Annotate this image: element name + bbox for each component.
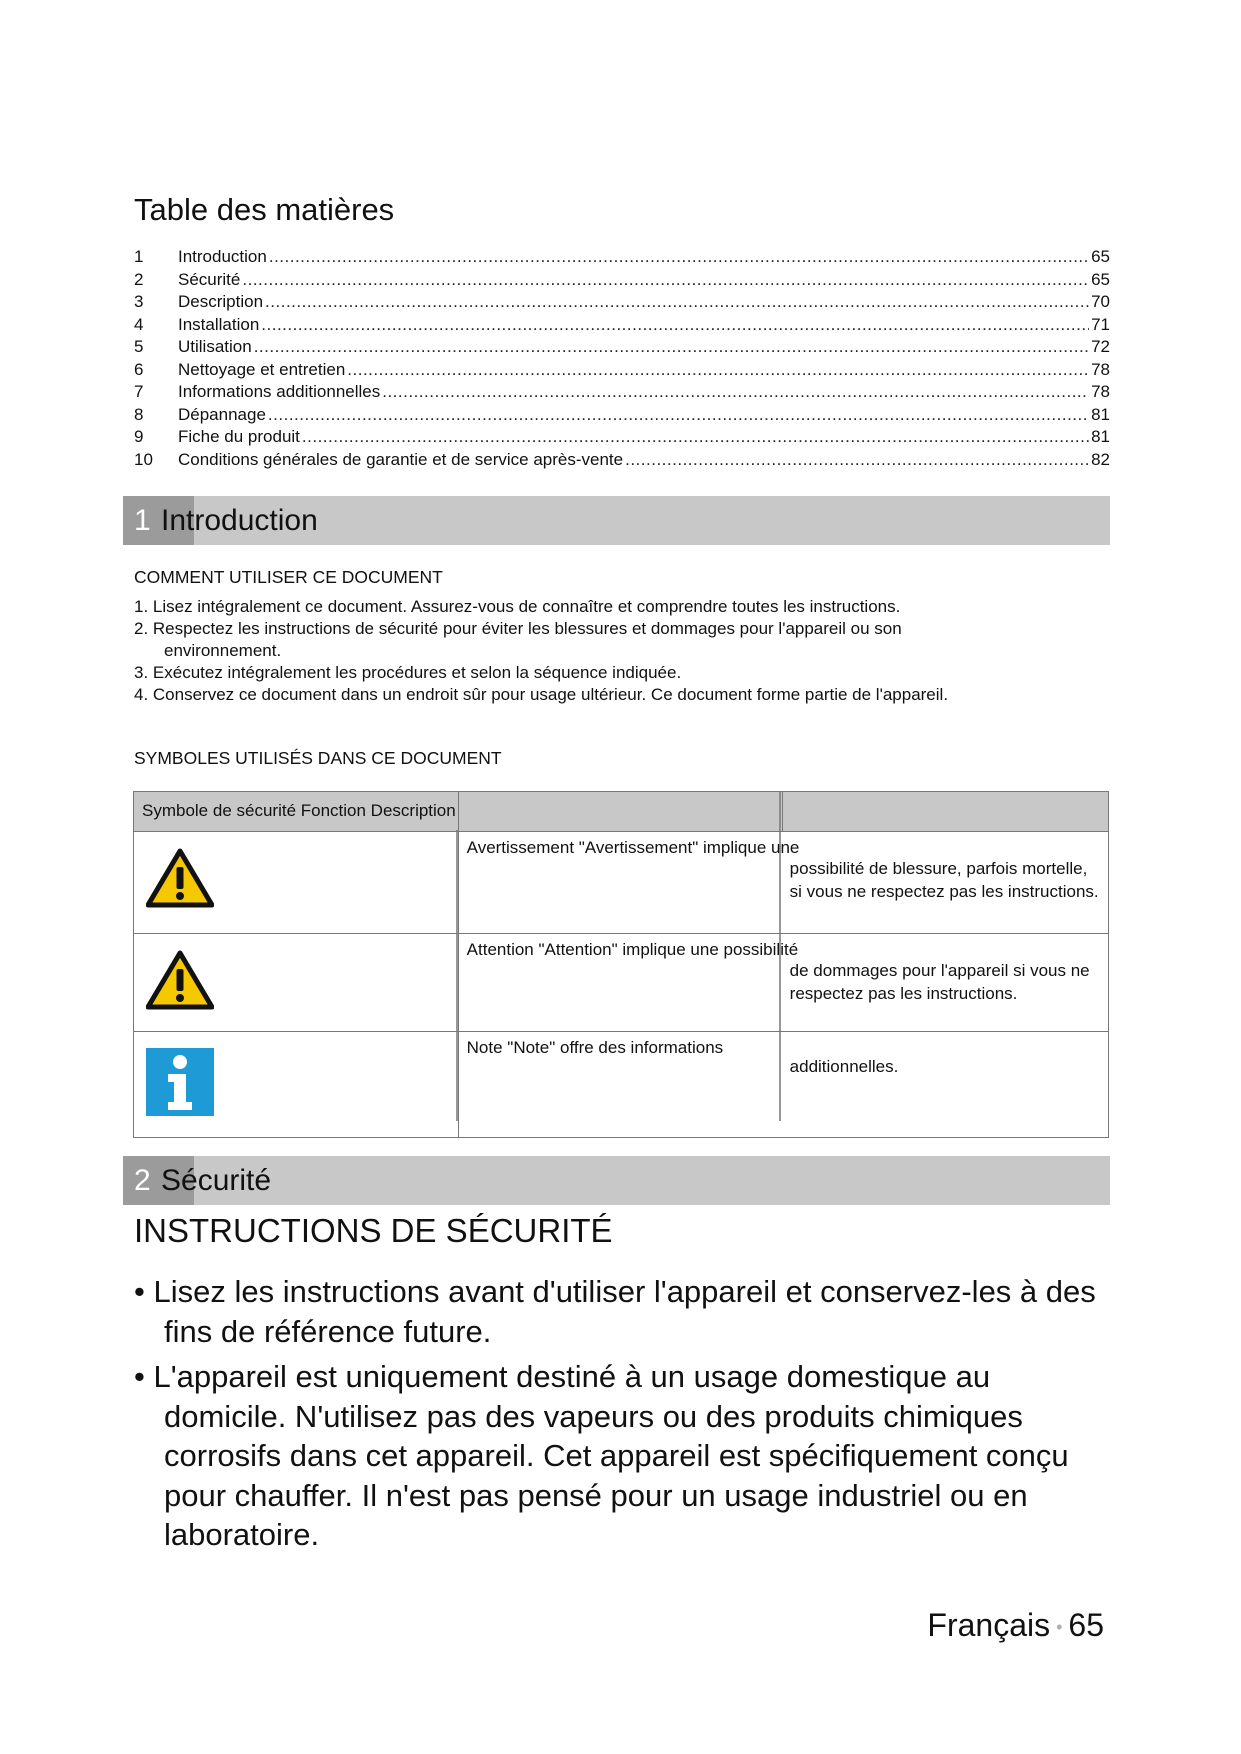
toc-number: 2 bbox=[134, 269, 144, 289]
toc-title: Table des matières bbox=[134, 192, 395, 227]
footer-page-number: 65 bbox=[1068, 1607, 1104, 1643]
toc-page-number: 72 bbox=[1091, 337, 1110, 356]
page-footer bbox=[927, 1607, 1104, 1644]
section-title: Introduction bbox=[161, 504, 318, 537]
toc-number: 4 bbox=[134, 314, 144, 334]
description-lead: Avertissement "Avertissement" implique une bbox=[466, 838, 800, 857]
toc-entry[interactable] bbox=[134, 315, 1110, 338]
toc-entry[interactable] bbox=[134, 382, 1110, 405]
toc-number: 1 bbox=[134, 247, 144, 266]
toc-leader-dots bbox=[261, 315, 1089, 335]
usage-steps bbox=[134, 596, 1114, 706]
toc-entry[interactable] bbox=[134, 360, 1110, 383]
footer-separator: • bbox=[1056, 1617, 1063, 1638]
toc-label: Utilisation bbox=[178, 337, 252, 356]
list-item bbox=[134, 684, 1114, 706]
toc-label: Installation bbox=[178, 314, 260, 334]
symbols-heading: SYMBOLES UTILISÉS DANS CE DOCUMENT bbox=[134, 748, 502, 768]
list-item bbox=[134, 662, 1114, 684]
step-text: 3. Exécutez intégralement les procédures et selon la séquence indiquée. bbox=[134, 663, 682, 682]
safety-instructions-list bbox=[134, 1272, 1114, 1561]
toc-leader-dots bbox=[625, 450, 1089, 470]
toc-entry[interactable] bbox=[134, 450, 1110, 473]
toc-page-number: 78 bbox=[1091, 359, 1110, 379]
toc-leader-dots bbox=[269, 247, 1089, 267]
toc-label: Informations additionnelles bbox=[178, 382, 381, 401]
toc-page-number: 81 bbox=[1091, 404, 1110, 424]
toc-entry[interactable] bbox=[134, 247, 1110, 270]
section-number: 2 bbox=[134, 1164, 151, 1197]
description-lead: Note "Note" offre des informations bbox=[466, 1038, 724, 1057]
toc-page-number: 82 bbox=[1091, 449, 1110, 469]
toc-entry[interactable] bbox=[134, 427, 1110, 450]
toc-page-number: 65 bbox=[1091, 269, 1110, 289]
step-continuation: environnement. bbox=[164, 641, 282, 660]
how-to-use-heading: COMMENT UTILISER CE DOCUMENT bbox=[134, 567, 443, 587]
table-of-contents bbox=[134, 247, 1110, 472]
toc-page-number: 78 bbox=[1091, 382, 1110, 401]
toc-number: 3 bbox=[134, 292, 144, 311]
table-header-text: Symbole de sécurité Fonction Description bbox=[142, 801, 456, 820]
toc-entry[interactable] bbox=[134, 337, 1110, 360]
toc-entry[interactable] bbox=[134, 405, 1110, 428]
toc-page-number: 70 bbox=[1091, 292, 1110, 311]
list-item: • Lisez les instructions avant d'utiliser l'appareil et conservez-les à des fins de référence future. bbox=[134, 1274, 1096, 1349]
footer-language: Français bbox=[927, 1607, 1051, 1643]
toc-number: 7 bbox=[134, 382, 144, 401]
toc-label: Description bbox=[178, 292, 264, 311]
section-heading-introduction bbox=[123, 496, 1110, 545]
toc-label: Fiche du produit bbox=[178, 427, 300, 446]
section-title: Sécurité bbox=[161, 1164, 272, 1197]
section-heading-securite bbox=[123, 1156, 1110, 1205]
toc-number: 8 bbox=[134, 404, 144, 424]
toc-entry[interactable] bbox=[134, 292, 1110, 315]
toc-number: 5 bbox=[134, 337, 144, 356]
toc-page-number: 65 bbox=[1091, 247, 1110, 266]
list-item: • L'appareil est uniquement destiné à un usage domestique au domicile. N'utilisez pas des vapeurs ou des produits chimiques corrosifs dans cet appareil. Cet appareil est spécifiquement conçu pour chauffer. Il n'est pas pensé pour un usage industriel ou en laboratoire. bbox=[134, 1359, 1069, 1552]
toc-label: Sécurité bbox=[178, 269, 241, 289]
toc-page-number: 81 bbox=[1091, 427, 1110, 446]
list-item bbox=[134, 596, 1114, 618]
toc-label: Dépannage bbox=[178, 404, 266, 424]
table-column-divider bbox=[133, 791, 1110, 1121]
toc-label: Introduction bbox=[178, 247, 267, 266]
toc-entry[interactable] bbox=[134, 270, 1110, 293]
toc-leader-dots bbox=[347, 360, 1089, 380]
step-text: 1. Lisez intégralement ce document. Assurez-vous de connaître et comprendre toutes les instructions. bbox=[134, 597, 901, 616]
toc-label: Nettoyage et entretien bbox=[178, 359, 346, 379]
step-text: 2. Respectez les instructions de sécurité pour éviter les blessures et dommages pour l'appareil ou son bbox=[134, 619, 902, 638]
toc-leader-dots bbox=[265, 292, 1089, 312]
description-lead: Attention "Attention" implique une possibilité bbox=[466, 940, 799, 959]
description-text: possibilité de blessure, parfois mortelle, si vous ne respectez pas les instructions. bbox=[789, 859, 1099, 901]
toc-leader-dots bbox=[242, 270, 1089, 290]
toc-number: 10 bbox=[134, 449, 153, 469]
safety-instructions-heading: INSTRUCTIONS DE SÉCURITÉ bbox=[134, 1212, 613, 1249]
toc-page-number: 71 bbox=[1091, 314, 1110, 334]
list-item bbox=[134, 618, 1114, 662]
toc-leader-dots bbox=[254, 337, 1089, 357]
step-text: 4. Conservez ce document dans un endroit sûr pour usage ultérieur. Ce document forme partie de l'appareil. bbox=[134, 685, 949, 704]
toc-number: 6 bbox=[134, 359, 144, 379]
description-text: de dommages pour l'appareil si vous ne respectez pas les instructions. bbox=[789, 961, 1090, 1003]
toc-leader-dots bbox=[382, 382, 1089, 402]
toc-leader-dots bbox=[302, 427, 1089, 447]
toc-number: 9 bbox=[134, 427, 144, 446]
toc-label: Conditions générales de garantie et de service après-vente bbox=[178, 449, 624, 469]
toc-leader-dots bbox=[268, 405, 1089, 425]
section-number: 1 bbox=[134, 504, 151, 537]
description-text: additionnelles. bbox=[789, 1057, 899, 1076]
